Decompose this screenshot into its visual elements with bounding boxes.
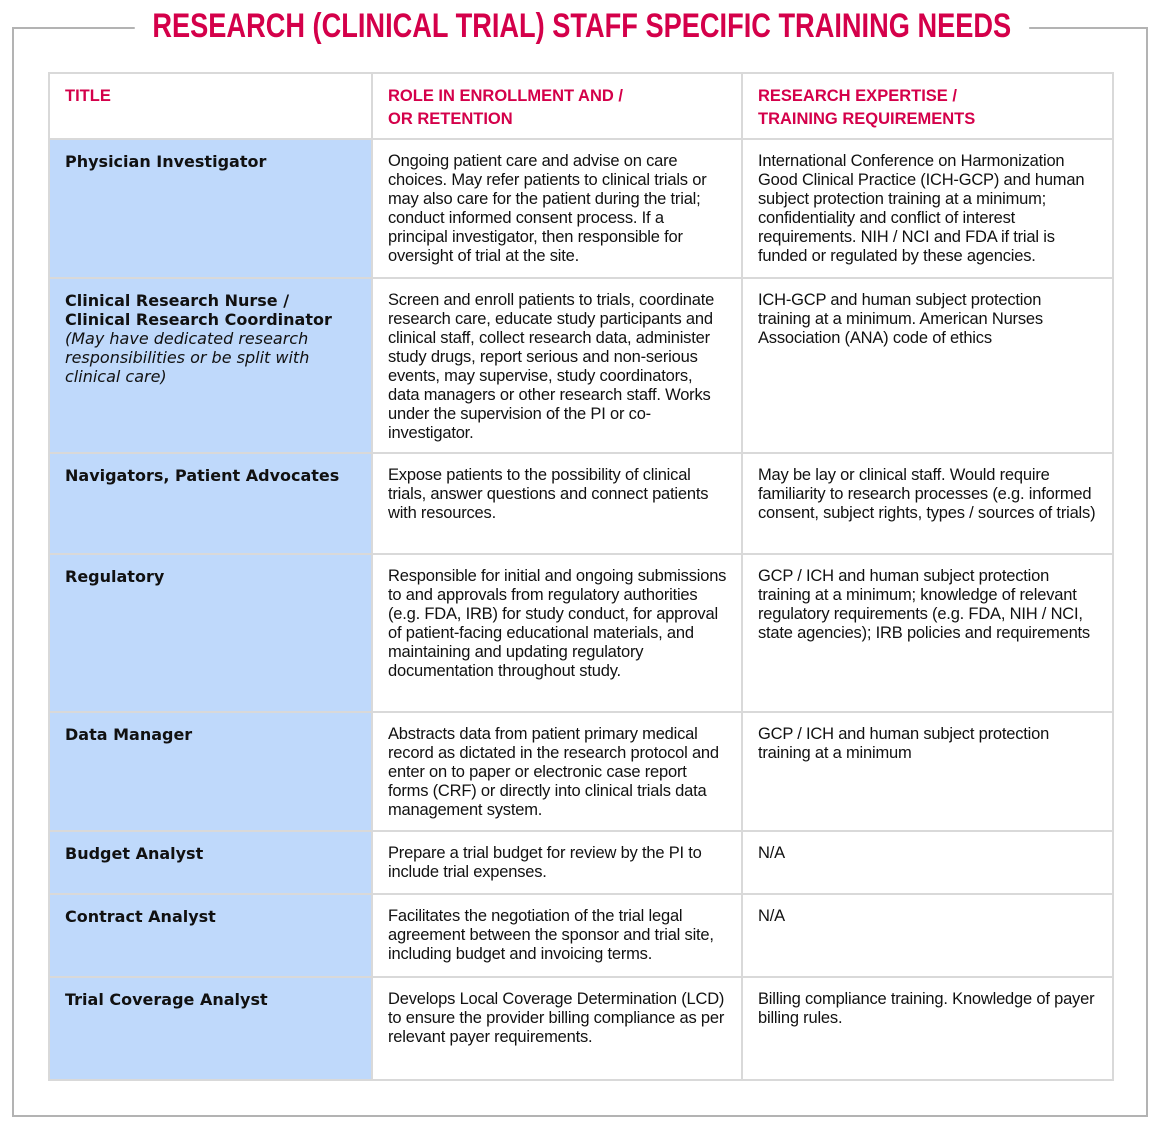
cell-training: Billing compliance training. Knowledge of payer billing rules. [742, 977, 1113, 1080]
table-row [49, 139, 1113, 278]
role-title: Data Manager [65, 725, 193, 744]
role-title: Contract Analyst [65, 907, 216, 926]
cell-role: Expose patients to the possibility of clinical trials, answer questions and connect patients with resources. [372, 453, 742, 554]
role-title: Budget Analyst [65, 844, 204, 863]
cell-role: Ongoing patient care and advise on care choices. May refer patients to clinical trials or may also care for the patient during the trial; conduct informed consent process. If a principal investigator, then responsible for oversight of trial at the site. [372, 139, 742, 278]
table-row [49, 554, 1113, 712]
page-title: RESEARCH (CLINICAL TRIAL) STAFF SPECIFIC TRAINING NEEDS [134, 4, 1028, 48]
cell-role: Facilitates the negotiation of the trial legal agreement between the sponsor and trial site, including budget and invoicing terms. [372, 894, 742, 977]
role-title: Clinical Research Nurse / Clinical Research Coordinator [65, 291, 332, 329]
cell-role: Responsible for initial and ongoing submissions to and approvals from regulatory authorities (e.g. FDA, IRB) for study conduct, for approval of patient-facing educational materials, and maintaining and updating regulatory documentation throughout study. [372, 554, 742, 712]
cell-title [49, 712, 372, 831]
table-row [49, 831, 1113, 894]
cell-training: May be lay or clinical staff. Would require familiarity to research processes (e.g. informed consent, subject rights, types / sources of trials) [742, 453, 1113, 554]
cell-title [49, 831, 372, 894]
cell-training: ICH-GCP and human subject protection training at a minimum. American Nurses Association (ANA) code of ethics [742, 278, 1113, 453]
role-title: Regulatory [65, 567, 165, 586]
cell-title [49, 977, 372, 1080]
cell-role: Prepare a trial budget for review by the PI to include trial expenses. [372, 831, 742, 894]
cell-title [49, 894, 372, 977]
training-needs-table [48, 72, 1114, 1081]
header-title: TITLE [49, 73, 372, 139]
cell-title [49, 554, 372, 712]
header-training: RESEARCH EXPERTISE / TRAINING REQUIREMENTS [742, 73, 1113, 139]
table-row [49, 894, 1113, 977]
cell-role: Develops Local Coverage Determination (LCD) to ensure the provider billing compliance as per relevant payer requirements. [372, 977, 742, 1080]
role-title: Trial Coverage Analyst [65, 990, 268, 1009]
header-role: ROLE IN ENROLLMENT AND / OR RETENTION [372, 73, 742, 139]
table-row [49, 278, 1113, 453]
role-title: Physician Investigator [65, 152, 267, 171]
cell-title [49, 139, 372, 278]
cell-role: Abstracts data from patient primary medical record as dictated in the research protocol and enter on to paper or electronic case report forms (CRF) or directly into clinical trials data management system. [372, 712, 742, 831]
table-row [49, 712, 1113, 831]
cell-role: Screen and enroll patients to trials, coordinate research care, educate study participants and clinical staff, collect research data, administer study drugs, report serious and non-serious events, may supervise, study coordinators, data managers or other research staff. Works under the supervision of the PI or co-investigator. [372, 278, 742, 453]
role-note: (May have dedicated research responsibilities or be split with clinical care) [65, 329, 310, 386]
table-row [49, 453, 1113, 554]
role-title: Navigators, Patient Advocates [65, 466, 340, 485]
cell-training: N/A [742, 894, 1113, 977]
cell-training: N/A [742, 831, 1113, 894]
table-header-row [49, 73, 1113, 139]
cell-training: GCP / ICH and human subject protection training at a minimum; knowledge of relevant regulatory requirements (e.g. FDA, NIH / NCI, state agencies); IRB policies and requirements [742, 554, 1113, 712]
cell-training: GCP / ICH and human subject protection training at a minimum [742, 712, 1113, 831]
cell-title [49, 453, 372, 554]
cell-training: International Conference on Harmonization Good Clinical Practice (ICH-GCP) and human subject protection training at a minimum; confidentiality and conflict of interest requirements. NIH / NCI and FDA if trial is funded or regulated by these agencies. [742, 139, 1113, 278]
table-row [49, 977, 1113, 1080]
cell-title [49, 278, 372, 453]
